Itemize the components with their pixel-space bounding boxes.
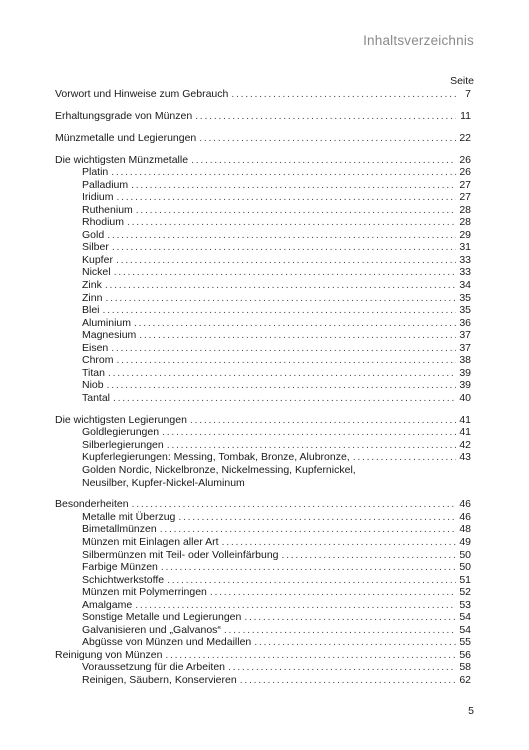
toc-entry-continuation: Golden Nordic, Nickelbronze, Nickelmessing, Kupfernickel,	[82, 463, 356, 476]
dot-leader	[178, 511, 456, 524]
toc-subentry[interactable]	[55, 191, 471, 204]
toc-subentry[interactable]	[55, 561, 471, 574]
dot-leader	[199, 132, 456, 145]
toc-entry-title: Kupfer	[82, 254, 116, 267]
toc-page-number: 39	[459, 379, 471, 392]
dot-leader	[131, 179, 456, 192]
toc-subentry[interactable]	[55, 599, 471, 612]
toc-entry-title: Gold	[82, 229, 107, 242]
dot-leader	[231, 88, 456, 101]
toc-subentry[interactable]	[55, 229, 471, 242]
toc-subentry[interactable]	[55, 426, 471, 439]
toc-entry-title: Niob	[82, 379, 107, 392]
dot-leader	[167, 574, 456, 587]
dot-leader	[105, 279, 456, 292]
toc-entry-title: Ruthenium	[82, 204, 136, 217]
dot-leader	[103, 304, 456, 317]
dot-leader	[113, 392, 456, 405]
toc-page-number: 29	[459, 228, 471, 241]
toc-page-number: 46	[459, 498, 471, 511]
running-title: Inhaltsverzeichnis	[363, 33, 474, 48]
dot-leader	[111, 166, 456, 179]
dot-leader	[254, 636, 456, 649]
toc-entry-title: Galvanisieren und „Galvanos“	[82, 624, 224, 637]
dot-leader	[139, 329, 456, 342]
toc-subentry[interactable]	[55, 636, 471, 649]
toc-page-number: 33	[459, 253, 471, 266]
toc-subentry[interactable]	[55, 166, 471, 179]
toc-entry-title: Eisen	[82, 342, 111, 355]
toc-entry-continuation: Neusilber, Kupfer-Nickel-Aluminum	[82, 476, 245, 489]
dot-leader	[136, 204, 456, 217]
toc-entry-title: Münzen mit Polymerringen	[82, 586, 210, 599]
toc-page-number: 26	[459, 166, 471, 179]
toc-entry[interactable]	[55, 110, 471, 123]
dot-leader	[135, 599, 456, 612]
toc-entry-title: Reinigung von Münzen	[55, 649, 165, 662]
toc-subentry[interactable]	[55, 266, 471, 279]
dot-leader	[114, 266, 456, 279]
page-column-label: Seite	[450, 75, 474, 87]
toc-entry-title: Silberlegierungen	[82, 439, 167, 452]
dot-leader	[195, 110, 456, 123]
toc-page-number: 28	[459, 203, 471, 216]
toc-entry-title: Iridium	[82, 191, 117, 204]
toc-page-number: 42	[459, 438, 471, 451]
toc-page-number: 54	[459, 623, 471, 636]
toc-subentry[interactable]	[55, 254, 471, 267]
toc-page-number: 50	[459, 548, 471, 561]
toc-page-number: 34	[459, 279, 471, 291]
toc-entry-title: Die wichtigsten Legierungen	[55, 414, 190, 427]
toc-entry-title: Bimetallmünzen	[82, 523, 160, 536]
toc-entry-title: Kupferlegierungen: Messing, Tombak, Bronze, Alubronze,	[82, 451, 353, 464]
toc-subentry[interactable]	[55, 549, 471, 562]
dot-leader	[117, 191, 456, 204]
toc-entry[interactable]	[55, 132, 471, 145]
dot-leader	[108, 367, 456, 380]
toc-entry-title: Voraussetzung für die Arbeiten	[82, 661, 228, 674]
toc-subentry[interactable]	[55, 204, 471, 217]
toc-entry[interactable]	[55, 498, 471, 511]
dot-leader	[224, 624, 456, 637]
toc-subentry[interactable]	[55, 216, 471, 229]
toc-page-number: 43	[459, 451, 471, 464]
toc-subentry[interactable]	[55, 329, 471, 342]
table-of-contents	[55, 88, 471, 687]
dot-leader	[190, 414, 456, 427]
toc-page-number: 46	[459, 510, 471, 523]
toc-subentry[interactable]	[55, 241, 471, 254]
dot-leader	[167, 439, 456, 452]
toc-page-number: 53	[459, 598, 471, 611]
dot-leader	[116, 254, 456, 267]
toc-page-number: 41	[459, 426, 471, 439]
toc-page-number: 28	[459, 216, 471, 229]
toc-entry-title: Die wichtigsten Münzmetalle	[55, 154, 191, 167]
dot-leader	[165, 649, 456, 662]
dot-leader	[105, 292, 456, 305]
toc-subentry[interactable]	[55, 624, 471, 637]
toc-entry-title: Reinigen, Säubern, Konservieren	[82, 674, 240, 687]
toc-entry-title: Palladium	[82, 179, 131, 192]
toc-subentry[interactable]	[55, 292, 471, 305]
toc-entry-title: Zinn	[82, 292, 105, 305]
toc-subentry[interactable]	[55, 379, 471, 392]
toc-entry[interactable]	[55, 154, 471, 167]
dot-leader	[240, 674, 456, 687]
toc-page-number: 37	[459, 341, 471, 354]
toc-page-number: 27	[459, 191, 471, 204]
dot-leader	[132, 498, 456, 511]
toc-entry[interactable]	[55, 414, 471, 427]
dot-leader	[127, 216, 456, 229]
toc-entry-title: Chrom	[82, 354, 117, 367]
toc-page-number: 35	[459, 304, 471, 317]
toc-entry-title: Magnesium	[82, 329, 139, 342]
toc-page-number: 49	[459, 535, 471, 548]
toc-entry-title: Zink	[82, 279, 105, 292]
toc-subentry[interactable]	[55, 523, 471, 536]
dot-leader	[162, 426, 456, 439]
toc-page-number: 40	[459, 391, 471, 404]
toc-page-number: 22	[459, 131, 471, 144]
toc-page-number: 35	[459, 291, 471, 304]
toc-entry-title: Blei	[82, 304, 103, 317]
toc-page-number: 56	[459, 648, 471, 661]
dot-leader	[134, 317, 456, 330]
toc-entry-title: Abgüsse von Münzen und Medaillen	[82, 636, 254, 649]
toc-page-number: 26	[459, 153, 471, 166]
toc-entry-title: Metalle mit Überzug	[82, 511, 178, 524]
dot-leader	[282, 549, 457, 562]
dot-leader	[222, 536, 456, 549]
dot-leader	[111, 342, 456, 355]
toc-subentry[interactable]	[55, 574, 471, 587]
toc-page-number: 50	[459, 561, 471, 574]
toc-subentry[interactable]	[55, 611, 471, 624]
toc-page-number: 36	[459, 316, 471, 329]
toc-page-number: 38	[459, 354, 471, 367]
toc-page-number: 27	[459, 178, 471, 191]
toc-page-number: 58	[459, 661, 471, 674]
toc-subentry[interactable]	[55, 392, 471, 405]
toc-subentry[interactable]	[55, 674, 471, 687]
toc-page-number: 54	[459, 611, 471, 624]
page-number: 5	[468, 705, 474, 717]
toc-subentry[interactable]	[55, 342, 471, 355]
section-gap	[55, 101, 471, 110]
toc-entry-title: Silbermünzen mit Teil- oder Volleinfärbung	[82, 549, 282, 562]
toc-subentry[interactable]	[55, 451, 471, 464]
toc-page-number: 31	[459, 241, 471, 254]
toc-subentry[interactable]	[55, 279, 471, 292]
toc-page-number: 51	[459, 573, 471, 586]
toc-page-number: 62	[459, 674, 471, 686]
toc-subentry[interactable]	[55, 439, 471, 452]
toc-subentry[interactable]	[55, 367, 471, 380]
dot-leader	[160, 523, 456, 536]
toc-entry-title: Silber	[82, 241, 112, 254]
dot-leader	[210, 586, 456, 599]
toc-entry[interactable]	[55, 649, 471, 662]
toc-page-number: 41	[459, 413, 471, 426]
toc-entry-title: Münzmetalle und Legierungen	[55, 132, 199, 145]
toc-subentry[interactable]	[55, 317, 471, 330]
toc-page-number: 52	[459, 586, 471, 599]
toc-page-number: 33	[459, 266, 471, 279]
toc-entry[interactable]	[55, 88, 471, 101]
toc-page-number: 37	[459, 329, 471, 342]
section-gap	[55, 404, 471, 413]
toc-subentry[interactable]	[55, 354, 471, 367]
toc-page-number: 39	[459, 366, 471, 379]
toc-entry-title: Schichtwerkstoffe	[82, 574, 167, 587]
toc-subentry[interactable]	[55, 511, 471, 524]
toc-entry-title: Nickel	[82, 266, 114, 279]
dot-leader	[107, 229, 456, 242]
toc-subentry[interactable]	[55, 304, 471, 317]
toc-entry-title: Aluminium	[82, 317, 134, 330]
toc-page-number: 48	[459, 523, 471, 536]
toc-entry-title: Farbige Münzen	[82, 561, 161, 574]
toc-entry-title: Münzen mit Einlagen aller Art	[82, 536, 222, 549]
dot-leader	[112, 241, 456, 254]
toc-page-number: 55	[459, 636, 471, 649]
toc-entry-title: Besonderheiten	[55, 498, 132, 511]
section-gap	[55, 489, 471, 498]
dot-leader	[161, 561, 456, 574]
toc-entry-title: Titan	[82, 367, 108, 380]
dot-leader	[107, 379, 456, 392]
toc-subentry[interactable]	[55, 586, 471, 599]
dot-leader	[117, 354, 456, 367]
toc-entry-title: Rhodium	[82, 216, 127, 229]
toc-entry-title: Sonstige Metalle und Legierungen	[82, 611, 244, 624]
toc-entry-title: Erhaltungsgrade von Münzen	[55, 110, 195, 123]
dot-leader	[353, 451, 456, 464]
toc-subentry[interactable]	[55, 536, 471, 549]
toc-entry-title: Vorwort und Hinweise zum Gebrauch	[55, 88, 231, 101]
toc-subentry[interactable]	[55, 179, 471, 192]
toc-entry-title: Tantal	[82, 392, 113, 405]
dot-leader	[244, 611, 456, 624]
section-gap	[55, 144, 471, 153]
dot-leader	[191, 154, 456, 167]
dot-leader	[228, 661, 456, 674]
toc-entry-title: Goldlegierungen	[82, 426, 162, 439]
toc-subentry[interactable]	[55, 661, 471, 674]
toc-page-number: 7	[465, 88, 471, 100]
section-gap	[55, 122, 471, 131]
toc-entry-title: Platin	[82, 166, 111, 179]
toc-entry-title: Amalgame	[82, 599, 135, 612]
toc-page-number: 11	[460, 109, 471, 122]
